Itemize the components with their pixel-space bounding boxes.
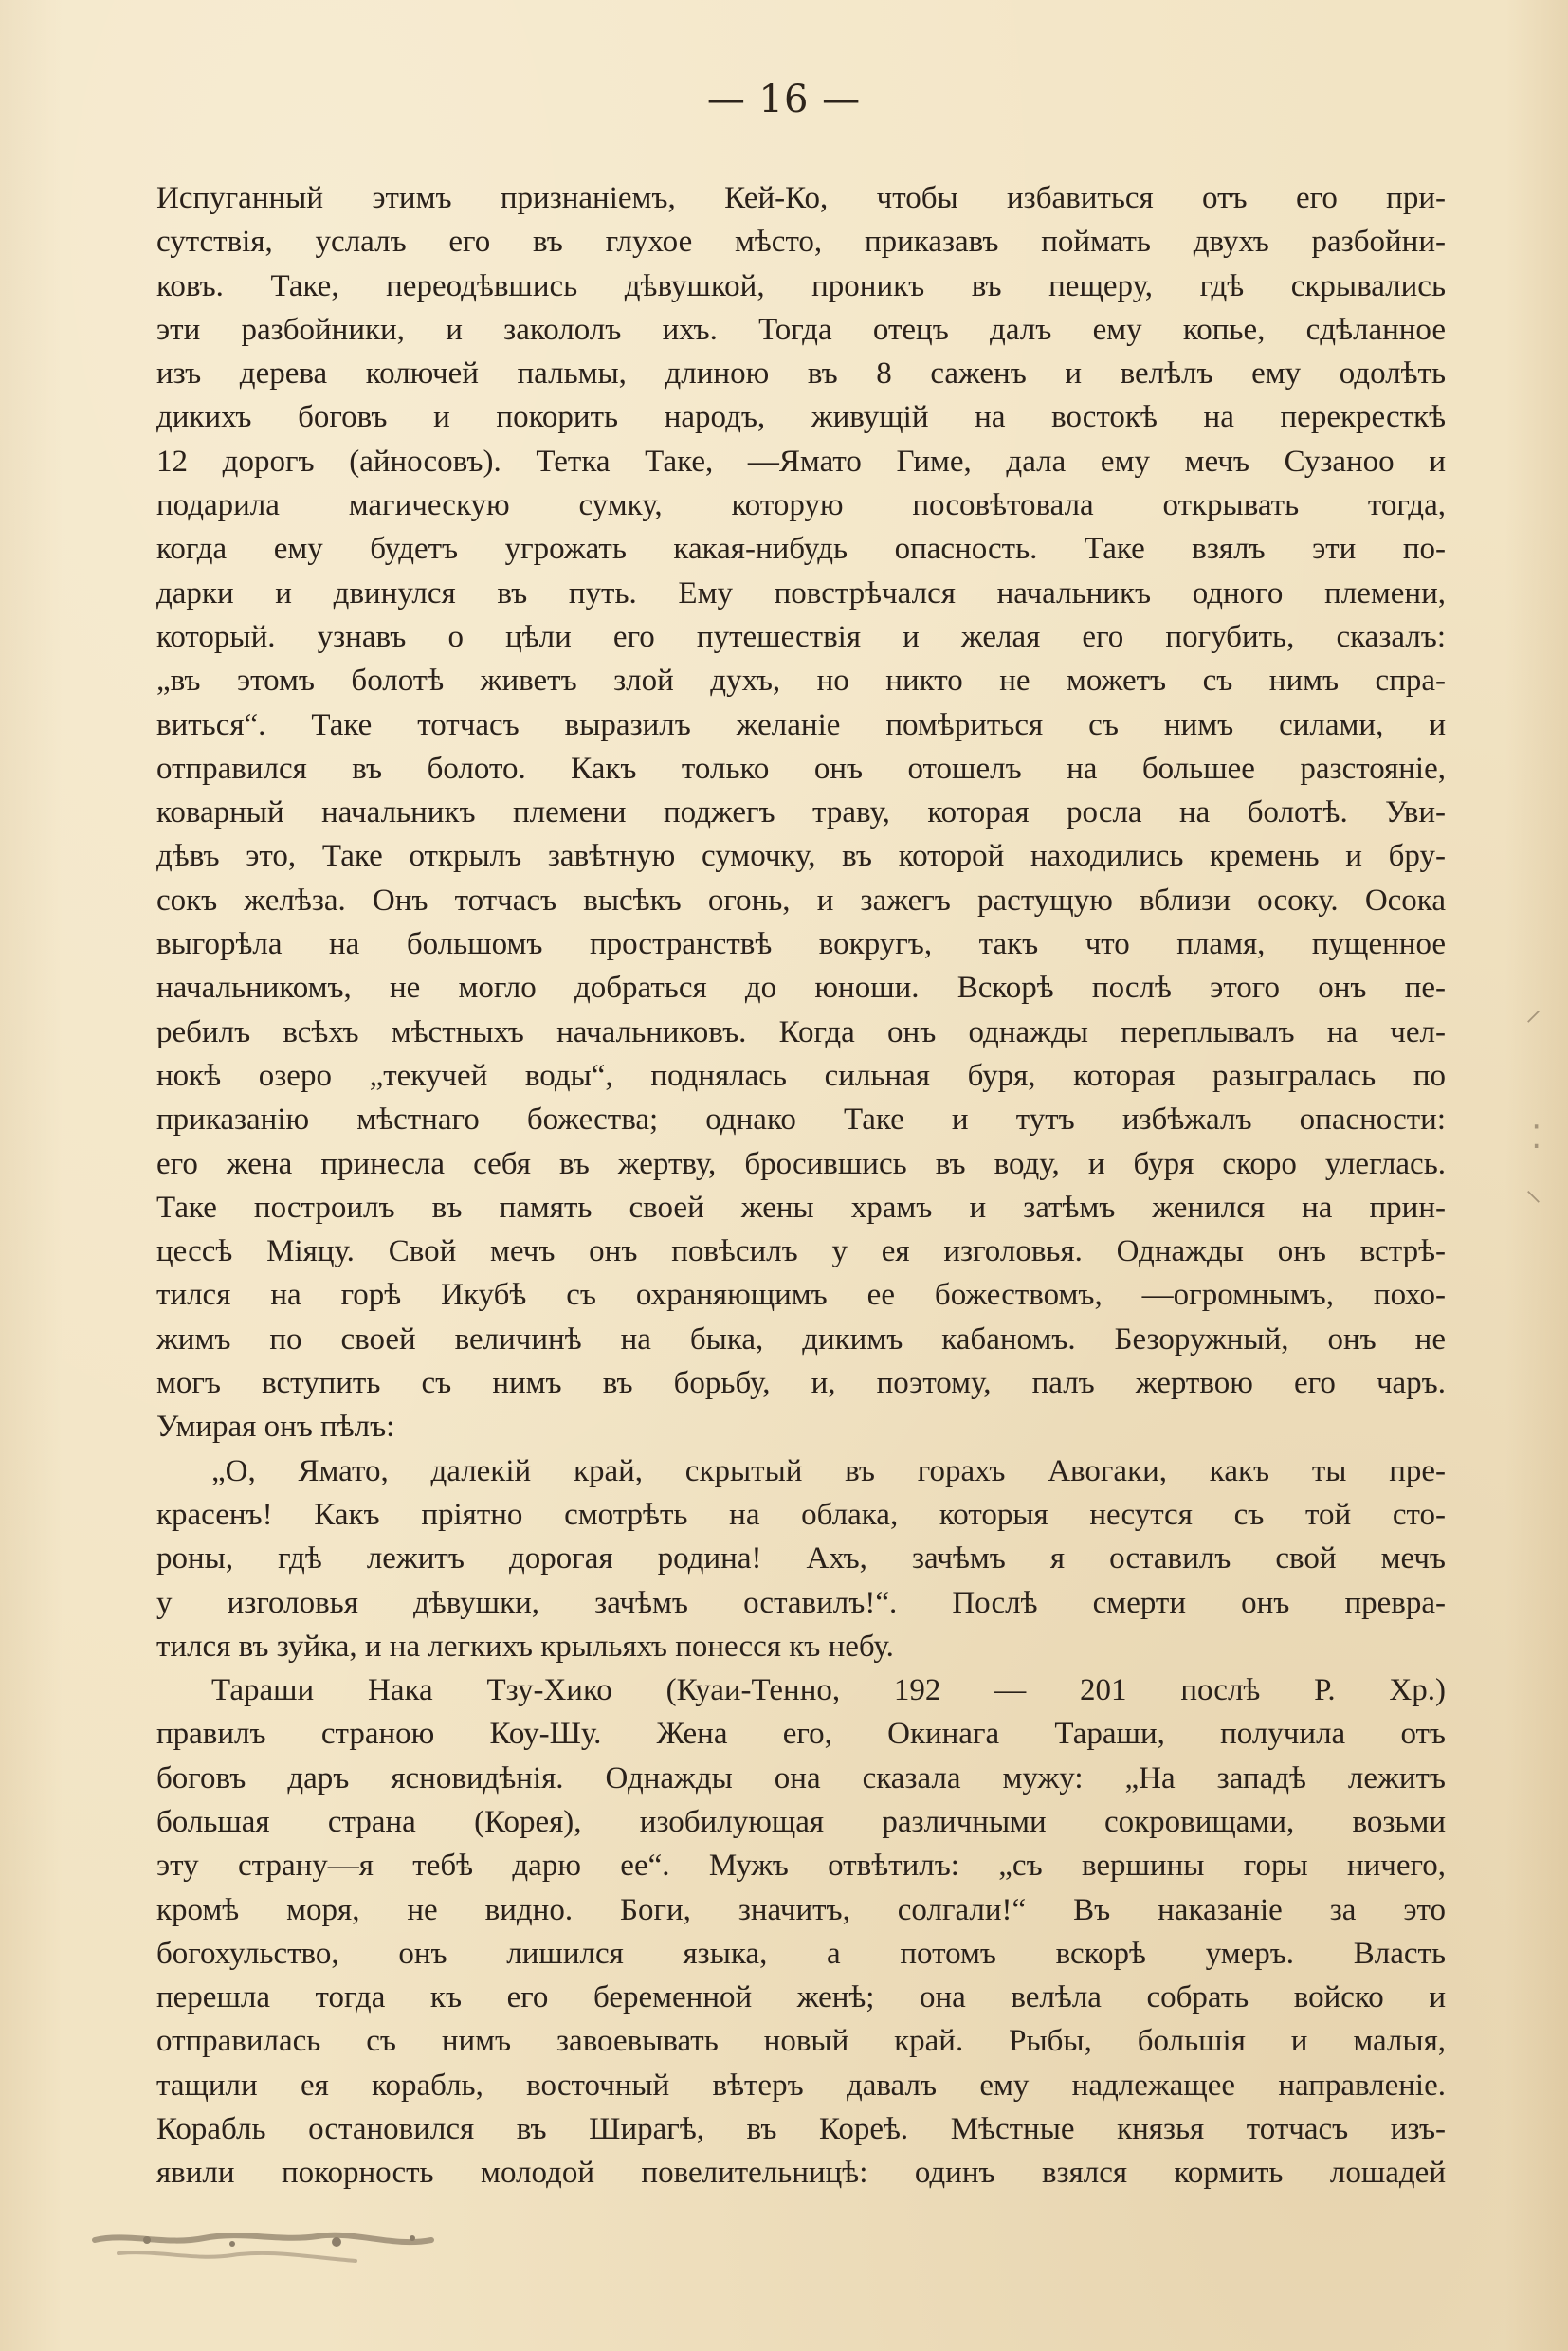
text-line: боговъ даръ ясновидѣнія. Однажды она сказала мужу: „На западѣ лежитъ	[156, 1760, 1446, 1795]
text-line: „въ этомъ болотѣ живетъ злой духъ, но никто не можетъ съ нимъ спра-	[156, 664, 1446, 699]
text-line: 12 дорогъ (айносовъ). Тетка Таке, —Ямато Гиме, дала ему мечъ Сузаноо и	[156, 444, 1446, 479]
text-line: изъ дерева колючей пальмы, длиною въ 8 саженъ и велѣлъ ему одолѣть	[156, 356, 1446, 392]
text-line: дѣвъ это, Таке открылъ завѣтную сумочку, въ которой находились кремень и бру-	[156, 839, 1446, 874]
text-line: сокъ желѣза. Онъ тотчасъ высѣкъ огонь, и зажегъ растущую вблизи осоку. Осока	[156, 883, 1446, 918]
text-line: отправилась съ нимъ завоевывать новый край. Рыбы, большія и малыя,	[156, 2024, 1446, 2059]
margin-mark-icon: ⸝	[1525, 991, 1541, 1029]
text-line: дикихъ боговъ и покорить народъ, живущій на востокѣ на перекресткѣ	[156, 400, 1446, 435]
text-line: начальникомъ, не могло добраться до юноши. Вскорѣ послѣ этого онъ пе-	[156, 971, 1446, 1006]
text-line: Умирая онъ пѣлъ:	[156, 1410, 395, 1445]
text-line: подарила магическую сумку, которую посовѣтовала открывать тогда,	[156, 488, 1446, 523]
text-line: эти разбойники, и закололъ ихъ. Тогда отецъ далъ ему копье, сдѣланное	[156, 312, 1446, 347]
text-line: у изголовья дѣвушки, зачѣмъ оставилъ!“. Послѣ смерти онъ превра-	[156, 1585, 1446, 1620]
text-line: тился на горѣ Икубѣ съ охраняющимъ ее божествомъ, —огромнымъ, похо-	[156, 1278, 1446, 1313]
text-line: Испуганный этимъ признаніемъ, Кей-Ко, чтобы избавиться отъ его при-	[156, 181, 1446, 215]
text-line: сутствія, услалъ его въ глухое мѣсто, приказавъ поймать двухъ разбойни-	[156, 225, 1446, 260]
text-line: Таке построилъ въ память своей жены храмъ и затѣмъ женился на прин-	[156, 1190, 1446, 1225]
text-line: коварный начальникъ племени поджегъ траву, которая росла на болотѣ. Уви-	[156, 795, 1446, 830]
text-line: тащили ея корабль, восточный вѣтеръ давалъ ему надлежащее направленіе.	[156, 2068, 1446, 2103]
text-line: Тараши Нака Тзу-Хико (Куаи-Тенно, 192 — 201 послѣ Р. Хр.)	[211, 1673, 1446, 1708]
text-line: когда ему будетъ угрожать какая-нибудь опасность. Таке взялъ эти по-	[156, 532, 1446, 567]
text-line: богохульство, онъ лишился языка, а потомъ вскорѣ умеръ. Власть	[156, 1936, 1446, 1971]
text-line: который. узнавъ о цѣли его путешествія и желая его погубить, сказалъ:	[156, 619, 1446, 654]
text-line: виться“. Таке тотчасъ выразилъ желаніе помѣриться съ нимъ силами, и	[156, 707, 1446, 742]
margin-mark-icon: ⸜	[1525, 1171, 1541, 1209]
text-line: кромѣ моря, не видно. Боги, значитъ, солгали!“ Въ наказаніе за это	[156, 1892, 1446, 1927]
text-line: роны, гдѣ лежитъ дорогая родина! Ахъ, зачѣмъ я оставилъ свой мечъ	[156, 1541, 1446, 1576]
text-line: ребилъ всѣхъ мѣстныхъ начальниковъ. Когда онъ однажды переплывалъ на чел-	[156, 1014, 1446, 1049]
text-line: приказанію мѣстнаго божества; однако Таке и тутъ избѣжалъ опасности:	[156, 1103, 1446, 1138]
text-line: ковъ. Таке, переодѣвшись дѣвушкой, проникъ въ пещеру, гдѣ скрывались	[156, 268, 1446, 303]
text-line: цессѣ Міяцу. Свой мечъ онъ повѣсилъ у ея изголовья. Однажды онъ встрѣ-	[156, 1234, 1446, 1269]
text-line: жимъ по своей величинѣ на быка, дикимъ кабаномъ. Безоружный, онъ не	[156, 1321, 1446, 1357]
text-line: отправился въ болото. Какъ только онъ отошелъ на большее разстояніе,	[156, 751, 1446, 786]
text-line: тился въ зуйка, и на легкихъ крыльяхъ понесся къ небу.	[156, 1629, 894, 1664]
text-line: явили покорность молодой повелительницѣ: одинъ взялся кормить лошадей	[156, 2156, 1446, 2191]
ink-stain-icon	[90, 2204, 488, 2270]
text-line: „О, Ямато, далекій край, скрытый въ горахъ Авогаки, какъ ты пре-	[211, 1453, 1446, 1488]
text-line: дарки и двинулся въ путь. Ему повстрѣчался начальникъ одного племени,	[156, 575, 1446, 611]
text-line: могъ вступить съ нимъ въ борьбу, и, поэтому, палъ жертвою его чаръ.	[156, 1366, 1446, 1401]
text-line: правилъ страною Коу-Шу. Жена его, Окинага Тараши, получила отъ	[156, 1717, 1446, 1752]
text-line: нокѣ озеро „текучей воды“, поднялась сильная буря, которая разыгралась по	[156, 1058, 1446, 1093]
page-number: — 16 —	[706, 78, 862, 121]
text-line: перешла тогда къ его беременной женѣ; она велѣла собрать войско и	[156, 1980, 1446, 2015]
text-line: выгорѣла на большомъ пространствѣ вокругъ, такъ что пламя, пущенное	[156, 927, 1446, 962]
margin-mark-icon: ⁚	[1531, 1119, 1541, 1157]
text-line: красенъ! Какъ пріятно смотрѣть на облака, которыя несутся съ той сто-	[156, 1497, 1446, 1532]
text-line: эту страну—я тебѣ дарю ее“. Мужъ отвѣтилъ: „съ вершины горы ничего,	[156, 1849, 1446, 1884]
body-text	[156, 176, 1446, 2196]
text-line: Корабль остановился въ Ширагѣ, въ Кореѣ. Мѣстные князья тотчасъ изъ-	[156, 2112, 1446, 2147]
text-line: его жена принесла себя въ жертву, бросившись въ воду, и буря скоро улеглась.	[156, 1146, 1446, 1181]
text-line: большая страна (Корея), изобилующая различными сокровищами, возьми	[156, 1804, 1446, 1839]
